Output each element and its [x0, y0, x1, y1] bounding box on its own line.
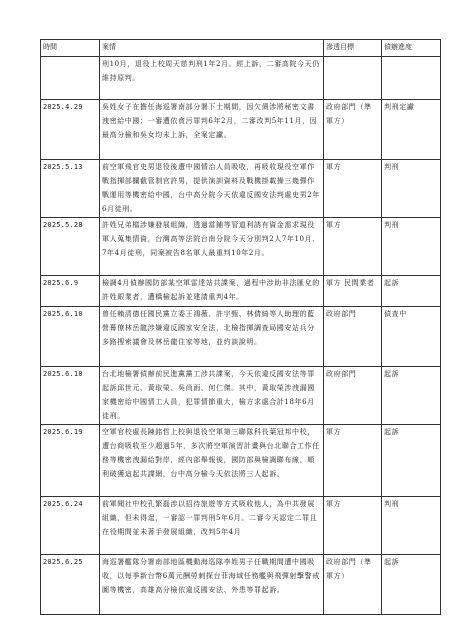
row-target: 軍方 民間業者: [324, 276, 382, 307]
table-row: [41, 497, 441, 555]
table-row: [41, 276, 441, 307]
row-date: 2025.6.10: [41, 307, 100, 367]
header-case: 案情: [100, 40, 324, 57]
table-row: [41, 57, 441, 100]
table-header-row: [41, 40, 441, 57]
row-case: 曾任賴清德任國民黨立委王鴻薇、許宇甄、林倩綺等人助理的藍營幕僚林岳龍涉嫌違反國家安全法，北檢指揮調查局國安站兵分多路搜索議會及林岳龍住家等地，並約談說明。: [100, 307, 324, 367]
row-date: 2025.6.10: [41, 367, 100, 425]
row-case: 前軍聞社中校孔繁磊涉以招待旅遊等方式吸收他人，為中共發展組織，但未得逞，一審認一罪判刑5年6月。二審今天認定二罪且在役期間並未著手發展組織，改判5年4月: [100, 497, 324, 555]
row-date: 2025.5.13: [41, 160, 100, 218]
row-status: 起訴: [382, 276, 441, 307]
row-target: 政府部門（準軍方）: [324, 100, 382, 160]
row-date: [41, 57, 100, 100]
row-status: 起訴: [382, 425, 441, 497]
row-status: 判刑: [382, 218, 441, 276]
row-target: 政府部門: [324, 307, 382, 367]
row-target: 軍方: [324, 160, 382, 218]
header-target: 滲透目標: [324, 40, 382, 57]
row-date: 2025.4.29: [41, 100, 100, 160]
table-row: [41, 160, 441, 218]
row-case: 許姓兄弟檔涉嫌發展組織，透過當鋪等管道利誘有資金需求現役軍人蒐集情資，台灣高等法院台南分院今天分別判2人7年10月、7年4月徒刑，同案被告8名軍人最重判10年2月。: [100, 218, 324, 276]
row-status: [382, 57, 441, 100]
header-time: 時間: [41, 40, 100, 57]
row-status: 判刑: [382, 497, 441, 555]
row-target: 政府部門（準軍方）: [324, 555, 382, 615]
row-status: 起訴: [382, 367, 441, 425]
row-case: 吳姓女子在擔任海巡署南部分署下士期間，因欠債涉將秘密文書洩密給中國；一審遭依貪污罪判6年2月，二審改判5年11月，因最高分檢和吳女均未上訴，全案定讞。: [100, 100, 324, 160]
header-status: 偵辦進度: [382, 40, 441, 57]
espionage-case-table: [40, 39, 441, 615]
row-target: [324, 57, 382, 100]
row-target: 軍方: [324, 218, 382, 276]
table-row: [41, 367, 441, 425]
row-status: 偵查中: [382, 307, 441, 367]
row-target: 軍方: [324, 425, 382, 497]
row-date: 2025.5.28: [41, 218, 100, 276]
row-date: 2025.6.19: [41, 425, 100, 497]
row-case: 台北地檢署偵辦前民進黨黨工涉共諜案，今天依違反國安法等罪起訴邱世元、黃取榮、吳尚雨、何仁傑。其中，黃取榮涉洩漏國家機密給中國情工人員，犯罪情節重大，檢方求處合計18年6月徒刑。: [100, 367, 324, 425]
row-status: 判刑定讞: [382, 100, 441, 160]
row-status: 判刑: [382, 160, 441, 218]
row-case: 海巡署艦隊分署南部地區機動海巡隊李姓男子任職期間遭中國吸收，以每季新台幣6萬元酬勞刺探台菲海域任務艦與飛彈射擊警戒圖等機密，高雄高分檢依違反國安法、外患等罪起訴。: [100, 555, 324, 615]
table-row: [41, 425, 441, 497]
row-date: 2025.6.9: [41, 276, 100, 307]
row-date: 2025.6.24: [41, 497, 100, 555]
table-row: [41, 555, 441, 615]
table-row: [41, 307, 441, 367]
row-case: 檢調4月偵辦國防部某空軍雷達站共諜案，過程中涉助非法匯兌的許姓銀業者，遭橋檢起訴並建請重判4年。: [100, 276, 324, 307]
row-case: 前空軍飛官史男退役後遭中國情治人員吸收，再吸收現役空軍作戰指揮部攔截管制官許男，提供演訓資料及戰機掛載操三幾彈作戰運用等機密給中國，台中高分院今天依違反國安法判處史男2年6月徒刑。: [100, 160, 324, 218]
row-case: 空軍官校處長陳銘哲上校與退役空軍第三聯隊科長葉冠邦中校，遭台商吸收至少超過5年，多次將空軍演習計畫與台北聯合工作任務等機密洩漏給對岸，經內部舉報後，國防部與檢調聯布線，順利破獲這起共諜網，台中高分檢今天依法將三人起訴。: [100, 425, 324, 497]
row-case: 刑10月，退役上校周天慈判刑1年2月。經上訴，二審高院今天仍維持原判。: [100, 57, 324, 100]
table-row: [41, 100, 441, 160]
table-row: [41, 218, 441, 276]
row-target: 政府部門: [324, 367, 382, 425]
row-date: 2025.6.25: [41, 555, 100, 615]
row-target: 軍方: [324, 497, 382, 555]
row-status: 起訴: [382, 555, 441, 615]
